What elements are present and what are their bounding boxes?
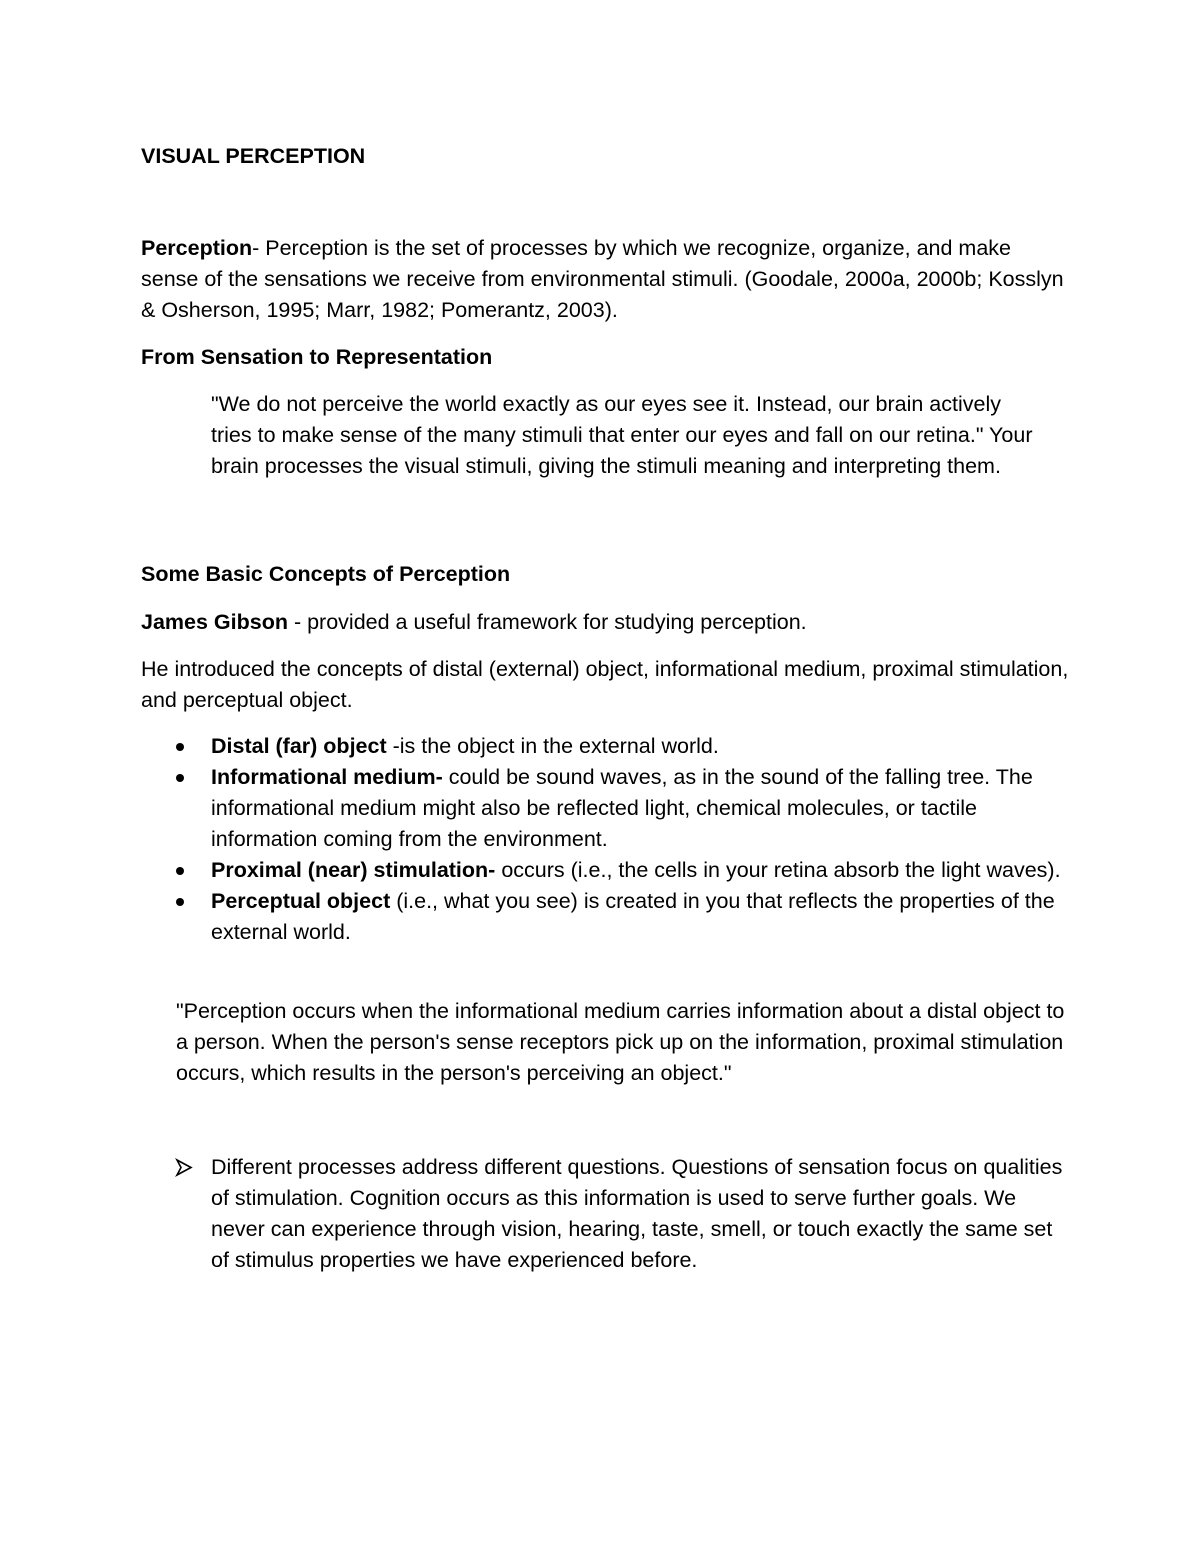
arrow-bullet-icon — [174, 1152, 194, 1183]
list-item-term: Perceptual object — [211, 889, 391, 913]
list-item-text: occurs (i.e., the cells in your retina absorb the light waves). — [495, 858, 1061, 882]
list-item-term: Proximal (near) stimulation- — [211, 858, 496, 882]
list-item-text: (i.e., what you see) is created in you that reflects the properties of the external world. — [211, 889, 1055, 944]
sensation-quote: "We do not perceive the world exactly as our eyes see it. Instead, our brain actively tries to make sense of the many stimuli that enter our eyes and fall on our retina." Your brain processes the visual stimuli, giving the stimuli meaning and interpreting them. — [211, 392, 1033, 478]
list-item — [141, 762, 1071, 855]
arrow-list-item — [141, 1152, 1071, 1276]
bullet-icon — [176, 898, 184, 906]
list-item-text: -is the object in the external world. — [386, 734, 719, 758]
definition-term: Perception — [141, 236, 253, 260]
page-title: VISUAL PERCEPTION — [141, 144, 366, 168]
arrow-item-text: Different processes address different questions. Questions of sensation focus on qualities of stimulation. Cognition occurs as this information is used to serve further goals. We never can experience through vision, hearing, taste, smell, or touch exactly the same set of stimulus properties we have experienced before. — [211, 1155, 1063, 1272]
concepts-intro: He introduced the concepts of distal (external) object, informational medium, proximal stimulation, and perceptual object. — [141, 657, 1069, 712]
perception-quote: "Perception occurs when the informational medium carries information about a distal object to a person. When the person's sense receptors pick up on the information, proximal stimulation occurs, which results in the person's perceiving an object." — [176, 999, 1065, 1085]
bullet-icon — [176, 774, 184, 782]
bullet-icon — [176, 743, 184, 751]
concepts-list — [141, 731, 1071, 948]
list-item — [141, 731, 1071, 762]
list-item — [141, 855, 1071, 886]
perception-definition — [141, 233, 1071, 326]
bullet-icon — [176, 867, 184, 875]
list-item — [141, 886, 1071, 948]
section-heading-sensation: From Sensation to Representation — [141, 345, 493, 369]
list-item-text: could be sound waves, as in the sound of the falling tree. The informational medium might also be reflected light, chemical molecules, or tactile information coming from the environment. — [211, 765, 1033, 851]
list-item-term: Informational medium- — [211, 765, 443, 789]
gibson-text: - provided a useful framework for studying perception. — [287, 610, 807, 634]
section-heading-basic-concepts: Some Basic Concepts of Perception — [141, 562, 511, 586]
gibson-paragraph — [141, 607, 1071, 638]
definition-text: - Perception is the set of processes by which we recognize, organize, and make sense of the sensations we receive from environmental stimuli. (Goodale, 2000a, 2000b; Kosslyn & Osherson, 1995; Marr, 1982; Pomerantz, 2003). — [141, 236, 1064, 322]
gibson-name: James Gibson — [141, 610, 288, 634]
list-item-term: Distal (far) object — [211, 734, 387, 758]
